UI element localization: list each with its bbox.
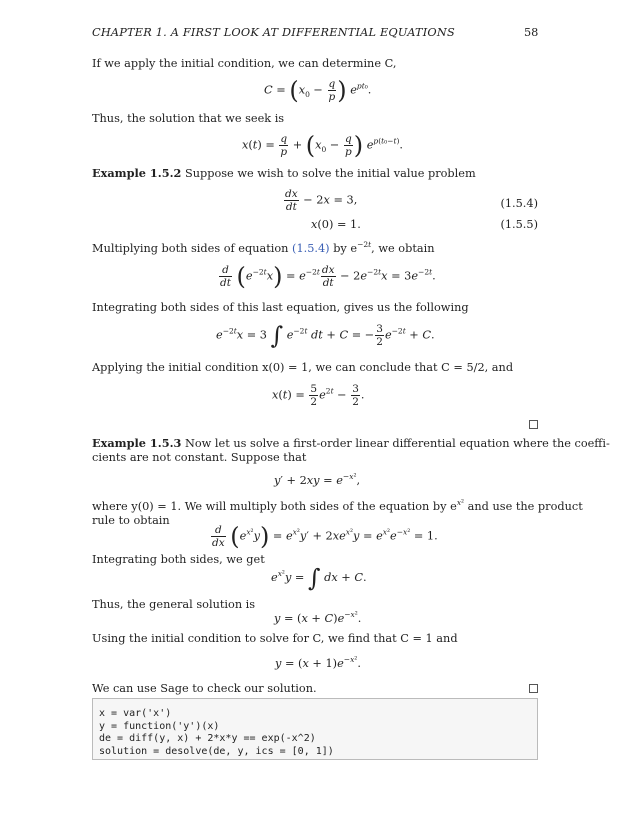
equation-linear-ode: $y' + 2xy = e^{-x^2}$, [274, 472, 361, 487]
example-label: Example 1.5.3 [92, 436, 182, 450]
equation-integral: $e^{-2t}x = 3$ ∫ $e^{-2t}$ dt + C = − $\frac{3}{2}$ $e^{-2t} + C$. [216, 321, 435, 350]
equation-solution-final: x(t) = $\frac{5}{2}$ $e^{2t}$ − $\frac{3}{2}$ . [272, 383, 365, 408]
code-line: solution = desolve(de, y, ics = [0, 1]) [99, 745, 334, 757]
paragraph-general-solution: Thus, the general solution is [92, 598, 256, 611]
equation-product-derivative: $\frac{d}{dt}$ $(e^{-2t}x) = e^{-2t}$ $\frac{dx}{dt}$ − $2e^{-2t}x = 3e^{-2t}$. [220, 262, 436, 291]
example-text: Suppose we wish to solve the initial value problem [184, 167, 476, 180]
paragraph-sage-check: We can use Sage to check our solution. [92, 682, 317, 695]
equation-1-5-5: x(0) = 1. [311, 218, 361, 231]
qed-box [529, 420, 538, 429]
equation-integrated: $e^{x^2}y$ = ∫ dx + C. [271, 564, 367, 592]
sage-code-block[interactable] [92, 698, 538, 760]
qed-box [529, 684, 538, 693]
paragraph-multiply-product-line2: rule to obtain [92, 514, 170, 527]
equation-reference-link[interactable]: (1.5.4) [292, 242, 330, 255]
equation-general-solution: $y = (x + C)e^{-x^2}$. [274, 610, 362, 625]
equation-particular-solution: $y = (x + 1)e^{-x^2}$. [275, 655, 361, 670]
code-line: x = var('x') [99, 708, 172, 719]
equation-1-5-4: $\frac{dx}{dt}$ − 2x = 3, [285, 188, 358, 213]
example-1-5-2-intro [92, 166, 476, 181]
example-label: Example 1.5.2 [92, 166, 182, 180]
paragraph-applying: Applying the initial condition x(0) = 1, we can conclude that C = 5/2, and [92, 361, 514, 374]
paragraph-multiplying: Multiplying both sides of equation (1.5.4) by $e^{-2t}$, we obtain [92, 240, 435, 255]
page-number: 58 [524, 26, 539, 39]
paragraph-multiply-product-line1: where y(0) = 1. We will multiply both sides of the equation by $e^{x^2}$ and use the product [92, 498, 583, 513]
paragraph-initial-condition-solve: Using the initial condition to solve for C, we find that C = 1 and [92, 632, 458, 645]
equation-number-1-5-5: (1.5.5) [500, 218, 538, 231]
paragraph-integrating: Integrating both sides of this last equation, gives us the following [92, 301, 469, 314]
equation-product-rule: $\frac{d}{dx}$ $(e^{x^2}y) = e^{x^2}y' + 2xe^{x^2}y = e^{x^2}e^{-x^2} = 1$. [212, 522, 438, 551]
equation-C: $C = (x_0$ − $\frac{q}{p}$ ) $e^{pt_0}$. [264, 76, 372, 105]
paragraph-integrating-both: Integrating both sides, we get [92, 553, 265, 566]
example-1-5-3-line2: cients are not constant. Suppose that [92, 451, 307, 464]
code-line: de = diff(y, x) + 2*x*y == exp(-x^2) [99, 733, 316, 744]
equation-number-1-5-4: (1.5.4) [500, 197, 538, 210]
paragraph-initial-condition: If we apply the initial condition, we can determine C, [92, 57, 397, 70]
code-line: y = function('y')(x) [99, 720, 220, 732]
running-header: CHAPTER 1. A FIRST LOOK AT DIFFERENTIAL EQUATIONS [92, 26, 455, 39]
example-1-5-3-line1: Example 1.5.3 Now let us solve a first-order linear differential equation where the coeffi- [92, 436, 610, 450]
equation-solution-x: x(t) = $\frac{q}{p}$ + ($x_0$ − $\frac{q}{p}$ ) $e^{p(t_0-t)}$. [242, 131, 403, 160]
paragraph-solution-seek: Thus, the solution that we seek is [92, 112, 285, 125]
